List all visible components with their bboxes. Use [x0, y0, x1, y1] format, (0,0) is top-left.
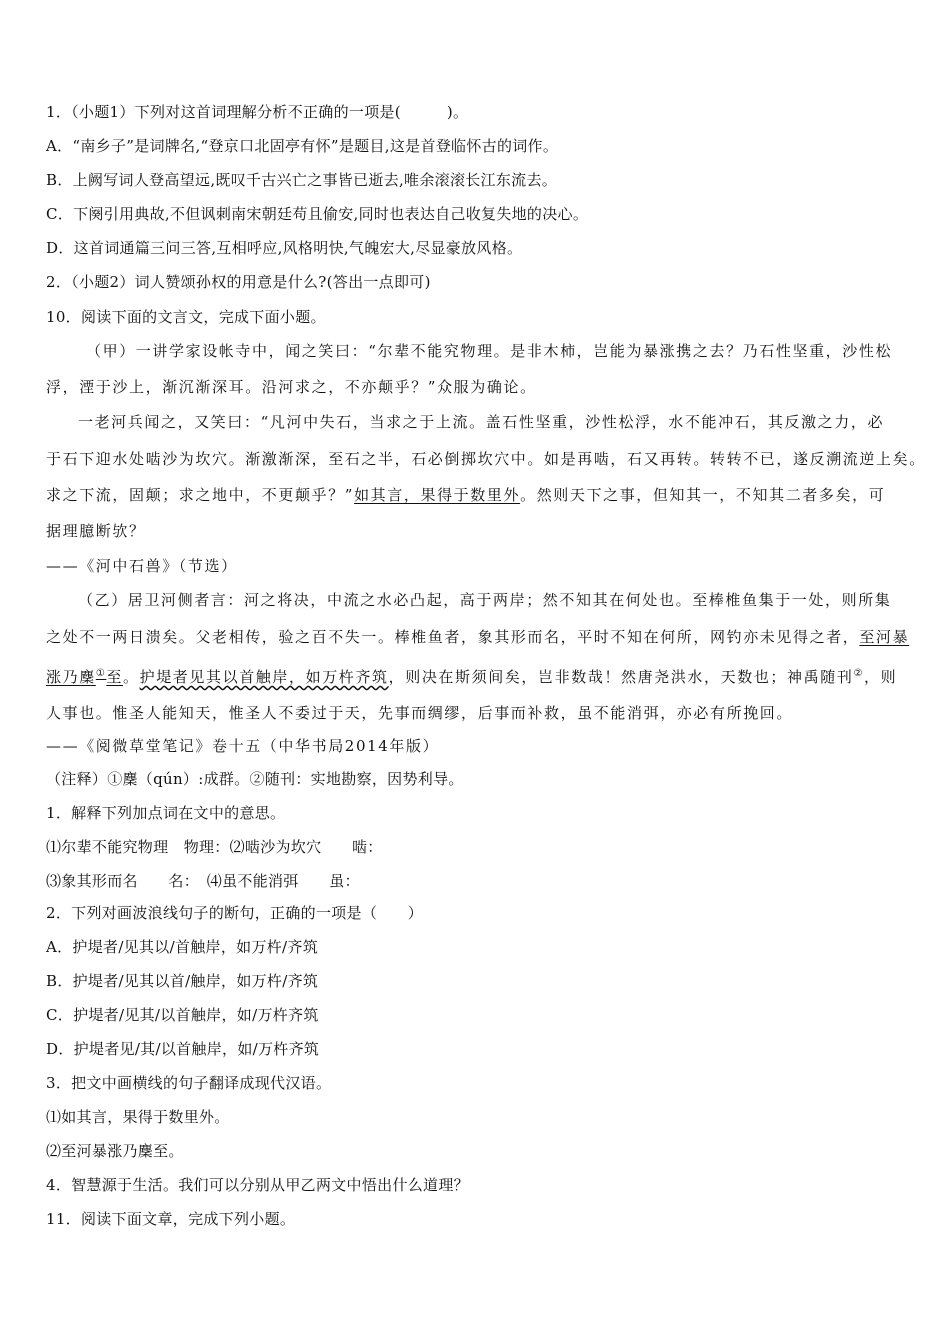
yi-text: ，则决在斯须间矣，岂非数哉！然唐尧洪水，天数也；神禹随刊 [388, 668, 854, 686]
sub-question-1-row-1: ⑴尔辈不能究物理 物理：⑵啮沙为坎穴 啮： [46, 838, 383, 856]
sub-question-3-stem: 3．把文中画横线的句子翻译成现代汉语。 [46, 1074, 332, 1092]
jia-source: ——《河中石兽》（节选） [46, 557, 238, 575]
sub-question-3-item-1: ⑴如其言，果得于数里外。 [46, 1108, 230, 1126]
option-d: D．这首词通篇三问三答,互相呼应,风格明快,气魄宏大,尽显豪放风格。 [46, 239, 523, 257]
underlined-sentence-2-start: 至河暴 [859, 628, 910, 646]
yi-text: 之处不一两日溃矣。父老相传，验之百不失一。棒椎鱼者，象其形而名，平时不知在何所，网钓亦未见得之者， [46, 628, 860, 646]
sub-question-2-stem: 2．下列对画波浪线句子的断句，正确的一项是（ ） [46, 904, 424, 922]
sub-question-2-option-d: D．护堤者见/其/以首触岸，如/万杵齐筑 [46, 1040, 320, 1058]
footnote-marker-1: ① [95, 668, 107, 679]
question-2: 2．（小题2）词人赞颂孙权的用意是什么?(答出一点即可) [46, 273, 431, 291]
option-c: C．下阕引用典故,不但讽刺南宋朝廷苟且偷安,同时也表达自己收复失地的决心。 [46, 205, 589, 223]
jia-text: 。然则天下之事，但知其一，不知其二者多矣，可 [520, 486, 886, 504]
underlined-sentence-2-tail: 至 [106, 668, 123, 686]
question-1-stem: 1．（小题1）下列对这首词理解分析不正确的一项是( )。 [46, 103, 469, 121]
jia-paragraph-1-line-1: （甲）一讲学家设帐寺中，闻之笑曰：“尔辈不能究物理。是非木柿，岂能为暴涨携之去？乃石性坚重，沙性松 [86, 342, 893, 360]
sub-question-3-item-2: ⑵至河暴涨乃麇至。 [46, 1142, 184, 1160]
yi-line-4: 人事也。惟圣人能知天，惟圣人不委过于天，先事而绸缪，后事而补救，虽不能消弭，亦必有所挽回。 [46, 704, 794, 722]
wavy-sentence: 护堤者见其以首触岸，如万杵齐筑 [139, 668, 389, 686]
yi-line-2 [46, 626, 910, 648]
underlined-sentence-1: 如其言，果得于数里外 [354, 486, 521, 504]
jia-paragraph-2-line-4: 据理臆断欤？ [46, 522, 146, 540]
yi-line-1: （乙）居卫河侧者言：河之将决，中流之水必凸起，高于两岸；然不知其在何处也。至棒椎鱼集于一处，则所集 [78, 591, 892, 609]
sub-question-1-stem: 1．解释下列加点词在文中的意思。 [46, 804, 286, 822]
question-10-heading: 10．阅读下面的文言文，完成下面小题。 [46, 308, 326, 326]
jia-paragraph-1-line-2: 浮，湮于沙上，渐沉渐深耳。沿河求之，不亦颠乎？”众服为确论。 [46, 378, 537, 396]
yi-text: 。 [123, 668, 140, 686]
sub-question-2-option-c: C．护堤者/见其/以首触岸，如/万杵齐筑 [46, 1006, 319, 1024]
sub-question-1-row-2: ⑶象其形而名 名： ⑷虽不能消弭 虽： [46, 872, 360, 890]
sub-question-2-option-b: B．护堤者/见其以首/触岸，如万杵/齐筑 [46, 972, 319, 990]
yi-line-3 [46, 663, 910, 688]
jia-paragraph-2-line-2: 于石下迎水处啮沙为坎穴。渐激渐深，至石之半，石必倒掷坎穴中。如是再啮，石又再转。转转不已，遂反溯流逆上矣。 [46, 450, 926, 468]
jia-paragraph-2-line-1: 一老河兵闻之，又笑曰：“凡河中失石，当求之于上流。盖石性坚重，沙性松浮，水不能冲石，其反激之力，必 [78, 413, 885, 431]
footnote-marker-2: ② [853, 668, 865, 679]
jia-paragraph-2-line-3 [46, 484, 910, 506]
question-11-heading: 11．阅读下面文章，完成下列小题。 [46, 1210, 296, 1228]
annotation-note: （注释）①麇（qún）:成群。②随刊：实地勘察，因势利导。 [46, 770, 464, 788]
underlined-sentence-2-end: 涨乃麇 [46, 668, 96, 686]
yi-source: ——《阅微草堂笔记》卷十五（中华书局2014年版） [46, 737, 440, 755]
yi-text: ，则 [864, 668, 898, 686]
jia-text: 求之下流，固颠；求之地中，不更颠乎？” [46, 486, 355, 504]
sub-question-2-option-a: A．护堤者/见其以/首触岸，如万杵/齐筑 [46, 938, 318, 956]
option-b: B．上阙写词人登高望远,既叹千古兴亡之事皆已逝去,唯余滚滚长江东流去。 [46, 171, 558, 189]
option-a: A．“南乡子”是词牌名,“登京口北固亭有怀”是题目,这是首登临怀古的词作。 [46, 137, 559, 155]
sub-question-4: 4．智慧源于生活。我们可以分别从甲乙两文中悟出什么道理？ [46, 1176, 469, 1194]
